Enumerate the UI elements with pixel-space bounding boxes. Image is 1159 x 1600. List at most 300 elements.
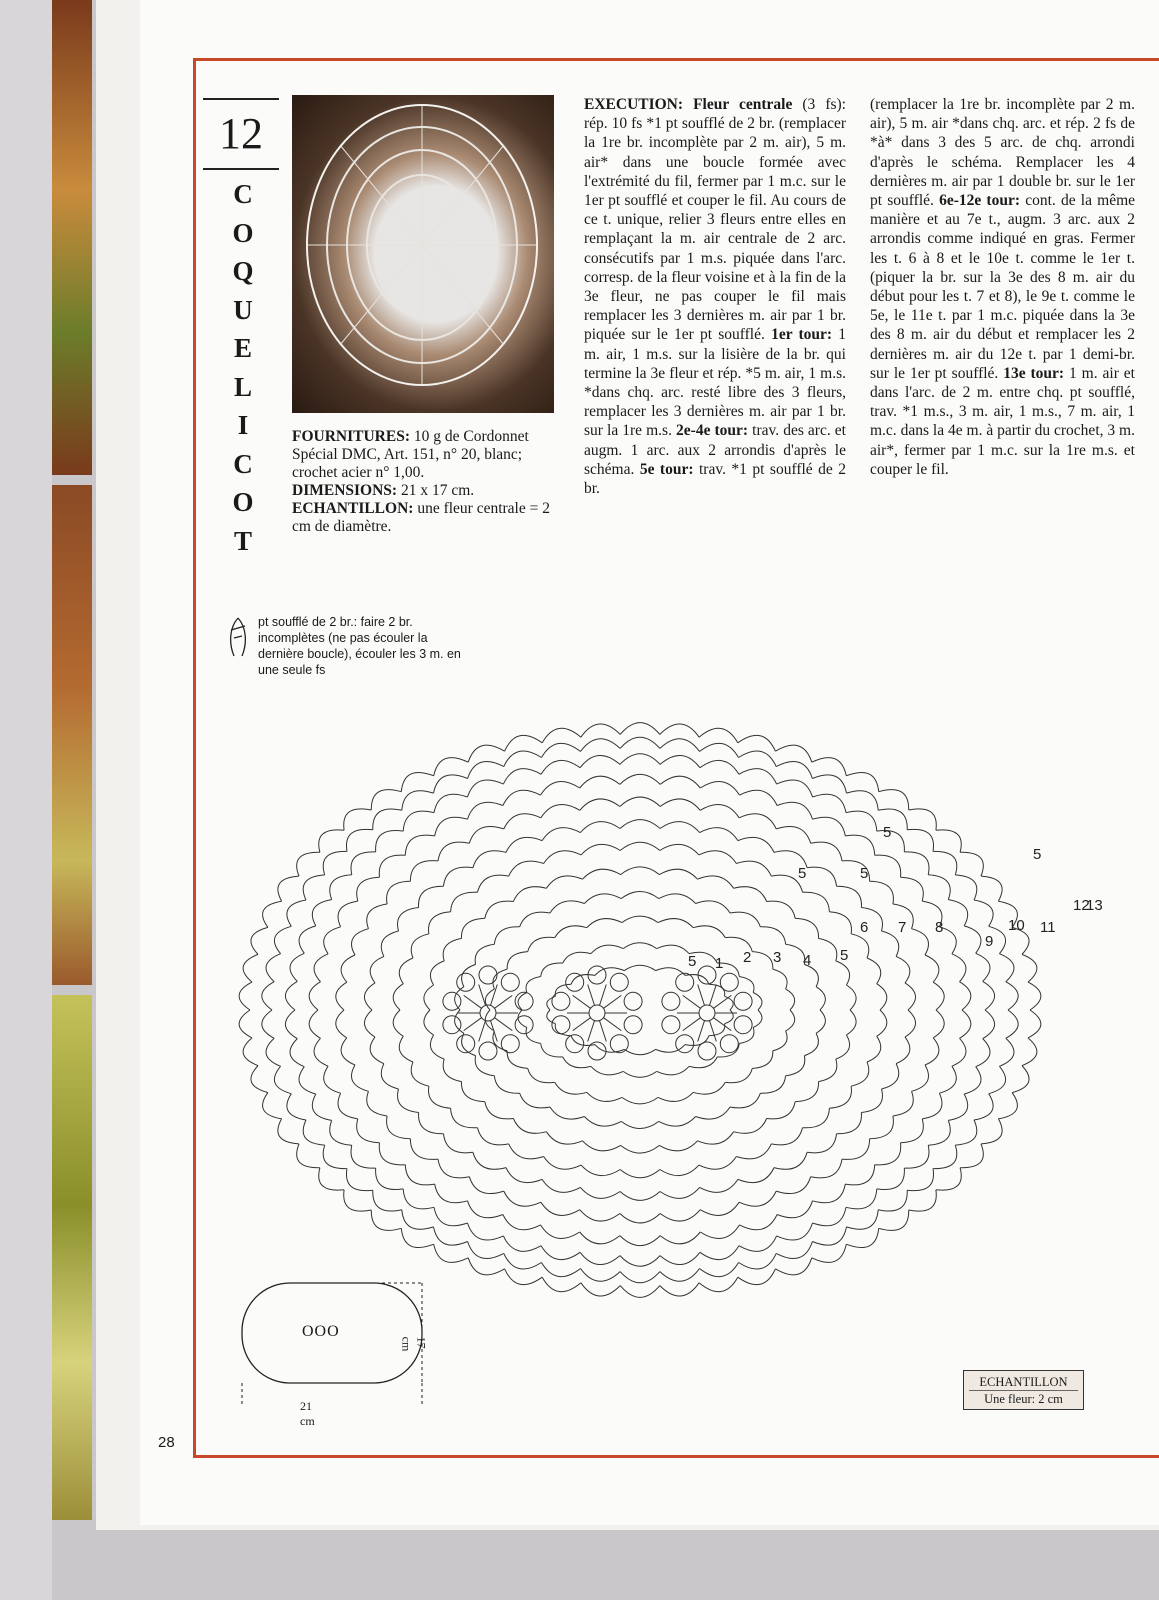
chart-arc xyxy=(882,931,899,956)
chart-arc xyxy=(312,1094,331,1120)
chart-arc xyxy=(1006,982,1018,1010)
chart-arc xyxy=(775,1258,811,1275)
chart-arc xyxy=(387,1116,411,1139)
chart-arc xyxy=(877,984,887,1010)
chart-arc xyxy=(581,1283,620,1296)
chart-arc xyxy=(803,892,830,912)
chart-arc xyxy=(544,1157,582,1170)
chart-arc xyxy=(278,1119,299,1144)
flower-center xyxy=(699,1005,715,1021)
chart-arc xyxy=(541,1246,580,1260)
chart-arc xyxy=(803,1108,830,1128)
chart-arc xyxy=(1022,1038,1037,1066)
chart-arc xyxy=(693,926,725,938)
chart-arc xyxy=(948,1094,967,1120)
chart-arc xyxy=(344,1190,372,1211)
flower-petal xyxy=(600,1021,607,1042)
chart-arc xyxy=(461,1082,484,1102)
chart-arc xyxy=(658,919,693,928)
chart-arc xyxy=(905,1010,916,1037)
chart-arc xyxy=(819,938,837,961)
width-label: 21 cm xyxy=(300,1399,315,1428)
round-heading: 13e tour: xyxy=(1003,364,1065,382)
chart-arc xyxy=(505,1269,543,1285)
chart-arc xyxy=(776,1242,812,1259)
chart-arc xyxy=(621,867,660,875)
chart-arc xyxy=(424,985,434,1010)
chart-arc xyxy=(506,1168,542,1183)
chart-arc xyxy=(657,945,689,953)
flower-petal xyxy=(464,995,482,1008)
chart-arc xyxy=(528,937,555,951)
chart-arc xyxy=(738,735,776,751)
chart-arc xyxy=(504,814,541,829)
chart-arc xyxy=(867,958,881,984)
chart-arc xyxy=(478,1128,509,1145)
chart-arc xyxy=(435,817,468,836)
instruction-text: cont. de la même manière et au 7e t., augm. 3 arc. aux 2 arrondis comme indiqué en gras. Fermer les t. 6 à 8 et le 10e t. comme le 1er t. (piquer la br. sur la 3e des 8 m. air du début pour les t. 7 et 8), le 9e t. comme le 5e, le 11e t. par 1 m.c. piquée dans la 3e des 8 m. air du début et remplacer les 2 dernières m. air du 12e t. par 1 demi-br. sur le 1er pt soufflé. xyxy=(870,192,1136,382)
chart-arc xyxy=(736,1144,771,1159)
chart-arc xyxy=(434,1207,468,1225)
chart-arc xyxy=(738,1168,774,1183)
chart-arc xyxy=(736,861,771,876)
chart-arc xyxy=(323,1145,347,1169)
chart-arc xyxy=(660,1210,700,1221)
chart-arc xyxy=(330,875,352,900)
chart-arc xyxy=(581,844,620,854)
chart-arc xyxy=(379,855,405,877)
chart-arc xyxy=(658,1092,693,1101)
chart-arc xyxy=(620,797,660,806)
chart-arc xyxy=(879,1210,909,1230)
chart-arc xyxy=(867,1036,881,1062)
chart-arc xyxy=(336,1010,347,1038)
chart-arc xyxy=(595,968,624,976)
chart-arc xyxy=(740,790,778,805)
chart-arc xyxy=(786,944,805,964)
chart-arc xyxy=(468,745,504,762)
chart-arc xyxy=(933,851,957,875)
chart-arc xyxy=(324,927,341,954)
chart-arc xyxy=(700,743,739,757)
chart-arc xyxy=(438,842,469,861)
chart-arc xyxy=(297,852,320,876)
flower-petal xyxy=(714,1018,732,1031)
chart-arc xyxy=(811,1159,842,1178)
chart-arc xyxy=(689,1057,717,1068)
chart-arc xyxy=(528,1068,555,1082)
chart-arc xyxy=(494,1076,519,1093)
chart-arc xyxy=(475,1056,494,1076)
flower-petal xyxy=(600,985,607,1006)
chart-arc xyxy=(434,1244,469,1262)
chart-arc xyxy=(621,892,659,899)
chart-arc xyxy=(660,1283,699,1296)
chart-arc xyxy=(473,1152,506,1169)
chart-arc xyxy=(960,982,971,1010)
chart-arc xyxy=(451,892,478,912)
flower-loop xyxy=(610,973,628,991)
fournitures-label: FOURNITURES: xyxy=(292,428,410,445)
facing-page-photo-strip xyxy=(52,485,92,985)
chart-arc xyxy=(485,1102,514,1119)
chart-arc xyxy=(624,1049,655,1054)
chart-arc xyxy=(709,984,725,996)
chart-arc xyxy=(786,989,795,1010)
chart-arc xyxy=(773,969,787,989)
chart-arc xyxy=(837,886,862,907)
chart-arc xyxy=(699,1157,737,1170)
chart-arc xyxy=(285,981,297,1010)
chart-arc xyxy=(928,1120,950,1145)
chart-arc xyxy=(807,1134,836,1153)
title-letter: O xyxy=(232,487,254,517)
chart-arc xyxy=(620,737,660,748)
chart-arc xyxy=(587,1092,622,1101)
chart-arc xyxy=(430,1035,444,1059)
chart-arc xyxy=(580,776,620,788)
chart-arc xyxy=(410,1139,438,1160)
chart-arc xyxy=(518,1010,527,1028)
chart-arc xyxy=(544,851,582,864)
flower-petal xyxy=(491,1021,498,1042)
round-number-label: 5 xyxy=(883,824,892,841)
chart-arc xyxy=(912,1065,929,1091)
chart-arc xyxy=(541,760,580,774)
chart-arc xyxy=(760,1076,785,1093)
round-number-label: 3 xyxy=(773,949,782,966)
chart-arc xyxy=(419,886,444,907)
chart-arc xyxy=(351,1145,376,1168)
flower-petal xyxy=(683,1018,701,1031)
echantillon-label: ECHANTILLON: xyxy=(292,500,414,517)
chart-arc xyxy=(999,954,1014,982)
chart-arc xyxy=(660,1252,700,1264)
chart-arc xyxy=(621,1121,659,1128)
chart-arc xyxy=(685,975,709,985)
chart-arc xyxy=(401,1228,433,1247)
chart-arc xyxy=(777,780,813,797)
chart-arc xyxy=(309,982,320,1010)
chart-arc xyxy=(795,1082,818,1102)
chart-arc xyxy=(933,1010,944,1038)
chart-arc xyxy=(904,1145,929,1168)
chart-arc xyxy=(811,842,842,861)
chart-arc xyxy=(776,762,812,779)
crochet-chart-diagram xyxy=(200,610,1155,1310)
chart-arc xyxy=(581,1165,620,1175)
chart-arc xyxy=(398,908,419,932)
flower-loop xyxy=(676,973,694,991)
chart-arc xyxy=(819,1059,837,1082)
chart-arc xyxy=(620,723,660,735)
round-heading: 6e-12e tour: xyxy=(939,192,1021,210)
flower-petal xyxy=(710,1021,717,1042)
flower-loop xyxy=(624,1016,642,1034)
chart-arc xyxy=(893,1091,913,1116)
chart-arc xyxy=(399,958,413,984)
round-number-label: 5 xyxy=(688,953,697,970)
chart-arc xyxy=(786,1056,805,1076)
chart-arc xyxy=(700,1246,739,1260)
chart-arc xyxy=(842,1139,870,1160)
flower-loop xyxy=(501,1035,519,1053)
chart-arc xyxy=(620,1170,660,1178)
flower-petal xyxy=(588,985,595,1006)
chart-arc xyxy=(373,809,402,830)
flower-loop xyxy=(479,1042,497,1060)
chart-arc xyxy=(520,1093,550,1108)
chart-arc xyxy=(357,877,380,901)
chart-arc xyxy=(429,912,451,934)
chart-arc xyxy=(739,1028,754,1044)
chart-arc xyxy=(964,1067,981,1094)
chart-arc xyxy=(1012,1066,1029,1093)
chart-arc xyxy=(909,809,937,830)
chart-arc xyxy=(656,1045,685,1053)
legend-text: pt soufflé de 2 br.: faire 2 br. incomplètes (ne pas écouler la dernière boucle), écouler les 3 m. en une seule fs xyxy=(258,615,461,677)
chart-arc xyxy=(846,772,878,791)
chart-arc xyxy=(591,945,623,953)
flower-loop xyxy=(662,992,680,1010)
chart-arc xyxy=(468,1223,504,1240)
chart-arc xyxy=(752,952,773,970)
instructions-column-1 xyxy=(584,95,846,498)
chart-arc xyxy=(812,1244,847,1262)
chart-arc xyxy=(685,1036,709,1046)
chart-arc xyxy=(620,1272,660,1283)
chart-arc xyxy=(845,1165,874,1185)
chart-arc xyxy=(584,1117,621,1127)
chart-arc xyxy=(352,1065,369,1091)
chart-arc xyxy=(468,802,503,819)
chart-arc xyxy=(846,1010,856,1035)
chart-arc xyxy=(262,1010,274,1038)
chart-arc xyxy=(925,1038,939,1065)
chart-arc xyxy=(550,901,584,913)
chart-arc xyxy=(541,1225,580,1239)
chart-arc xyxy=(262,982,274,1010)
chart-arc xyxy=(367,1091,387,1116)
chart-arc xyxy=(620,842,660,850)
chart-arc xyxy=(1022,954,1037,982)
chart-arc xyxy=(847,791,879,811)
chart-arc xyxy=(478,875,509,892)
title-letter: L xyxy=(233,371,252,402)
chart-arc xyxy=(812,1227,846,1245)
flower-loop xyxy=(457,973,475,991)
chart-arc xyxy=(434,758,469,776)
chart-arc xyxy=(429,1086,451,1108)
chart-arc xyxy=(503,1215,541,1230)
chart-arc xyxy=(870,881,894,904)
chart-arc xyxy=(324,1066,341,1093)
chart-arc xyxy=(700,760,739,774)
execution-heading: EXECUTION: Fleur centrale xyxy=(584,96,793,113)
chart-arc xyxy=(381,1064,398,1089)
chart-arc xyxy=(901,877,924,901)
chart-arc xyxy=(623,943,657,949)
chart-arc xyxy=(836,1035,850,1059)
chart-arc xyxy=(444,867,473,886)
chart-arc xyxy=(580,1187,620,1198)
chart-arc xyxy=(278,876,299,901)
chart-arc xyxy=(776,826,811,843)
chart-arc xyxy=(438,1159,469,1178)
chart-arc xyxy=(909,1190,937,1211)
chart-arc xyxy=(309,1010,320,1038)
instruction-text: 1 m. air, 1 m.s. sur la lisière de la br. qui termine la 3e fleur et rép. *5 m. air, 1 m.s. *dans chq. arc. resté libre des 3 fleurs, remplacer les 3 dernières m. air par 1 br. sur la 1re m.s. xyxy=(584,326,846,440)
flower-petal xyxy=(573,995,591,1008)
chart-arc xyxy=(699,728,738,743)
chart-arc xyxy=(403,811,434,831)
chart-arc xyxy=(509,861,544,876)
chart-arc xyxy=(411,934,429,958)
chart-arc xyxy=(297,1144,320,1168)
flower-loop xyxy=(734,1016,752,1034)
sample-box-title: ECHANTILLON xyxy=(969,1374,1078,1391)
chart-arc xyxy=(622,1097,658,1104)
flower-petal xyxy=(710,985,717,1006)
flower-loop xyxy=(720,1035,738,1053)
chart-arc xyxy=(767,901,796,918)
round-number-label: 1 xyxy=(715,955,724,972)
chart-arc xyxy=(700,828,738,841)
pattern-number-block xyxy=(203,98,279,170)
chart-arc xyxy=(513,887,546,902)
chart-arc xyxy=(739,769,777,784)
chart-arc xyxy=(541,1044,563,1057)
chart-arc xyxy=(336,982,347,1010)
chart-arc xyxy=(660,724,699,737)
flower-loop xyxy=(698,1042,716,1060)
chart-arc xyxy=(983,981,995,1010)
round-number-label: 10 xyxy=(1008,917,1025,934)
echantillon-text: une fleur centrale = 2 cm de diamètre. xyxy=(292,500,550,535)
chart-arc xyxy=(398,1089,419,1113)
chart-arc xyxy=(836,961,850,985)
chart-arc xyxy=(403,1189,434,1209)
round-number-label: 6 xyxy=(860,919,869,936)
chart-arc xyxy=(777,1223,813,1240)
chart-arc xyxy=(659,869,697,879)
chart-arc xyxy=(699,1277,738,1292)
chart-arc xyxy=(896,956,910,983)
chart-arc xyxy=(922,1093,942,1119)
doily-photo xyxy=(292,95,554,413)
title-letter: T xyxy=(233,525,252,556)
chart-arc xyxy=(503,1236,541,1251)
chart-arc xyxy=(290,953,304,981)
chart-arc xyxy=(251,927,268,954)
chart-arc xyxy=(878,1190,907,1211)
chart-arc xyxy=(1028,982,1041,1010)
chart-arc xyxy=(976,953,990,981)
chart-arc xyxy=(952,954,966,982)
chart-arc xyxy=(468,1242,504,1259)
chart-arc xyxy=(547,1010,556,1024)
dimensions-text: 21 x 17 cm. xyxy=(397,482,475,499)
chart-arc xyxy=(303,1120,325,1145)
flower-loop xyxy=(734,992,752,1010)
chart-arc xyxy=(730,1093,760,1108)
chart-arc xyxy=(434,775,468,793)
chart-arc xyxy=(998,1093,1017,1119)
flower-center xyxy=(589,1005,605,1021)
chart-arc xyxy=(402,1210,434,1230)
chart-arc xyxy=(660,739,700,752)
chart-arc xyxy=(936,1168,961,1190)
chart-arc xyxy=(473,851,506,868)
chart-arc xyxy=(263,901,282,927)
chart-arc xyxy=(303,875,325,900)
flower-petal xyxy=(698,985,705,1006)
chart-arc xyxy=(371,1210,401,1230)
chart-arc xyxy=(387,881,411,904)
flower-loop xyxy=(676,1035,694,1053)
chart-arc xyxy=(660,1187,700,1198)
round-number-label: 8 xyxy=(935,919,944,936)
chart-arc xyxy=(434,1227,468,1245)
chart-arc xyxy=(581,724,620,737)
height-label: 17 cm xyxy=(399,1336,429,1352)
chart-arc xyxy=(451,1108,478,1128)
chart-arc xyxy=(933,1145,957,1169)
chart-arc xyxy=(813,817,846,836)
chart-arc xyxy=(319,1168,344,1190)
fournitures-text: 10 g de Cordonnet Spécial DMC, Art. 151, n° 20, blanc; crochet acier n° 1,00. xyxy=(292,428,529,481)
chart-arc xyxy=(776,1177,811,1194)
chart-arc xyxy=(700,1202,739,1215)
round-number-label: 5 xyxy=(840,947,849,964)
chart-arc xyxy=(700,1179,738,1192)
chart-arc xyxy=(974,1094,993,1120)
chart-arc xyxy=(767,1102,796,1119)
chart-arc xyxy=(620,1192,660,1201)
chart-arc xyxy=(504,1191,541,1206)
chart-arc xyxy=(620,1256,660,1267)
chart-arc xyxy=(274,926,291,953)
flower-loop xyxy=(662,1016,680,1034)
chart-arc xyxy=(621,1145,660,1153)
chart-arc xyxy=(698,1132,734,1144)
chart-arc xyxy=(620,774,660,784)
chart-arc xyxy=(546,1132,582,1144)
chart-arc xyxy=(443,938,461,961)
chart-arc xyxy=(960,852,983,876)
chart-arc xyxy=(901,1119,924,1143)
chart-arc xyxy=(725,1010,734,1024)
chart-arc xyxy=(696,901,730,913)
chart-arc xyxy=(370,1037,384,1064)
chart-arc xyxy=(983,1010,995,1039)
chart-arc xyxy=(299,1067,316,1094)
chart-arc xyxy=(905,983,916,1010)
chart-arc xyxy=(410,861,438,882)
sample-box-text: Une fleur: 2 cm xyxy=(984,1392,1063,1406)
chart-arc xyxy=(752,1051,773,1069)
chart-arc xyxy=(547,996,556,1010)
chart-arc xyxy=(379,1143,405,1165)
chart-arc xyxy=(393,1010,403,1036)
chart-arc xyxy=(376,1168,404,1189)
chart-arc xyxy=(504,751,542,767)
flower-petal xyxy=(464,1018,482,1031)
chart-arc xyxy=(580,1210,620,1221)
flower-loop xyxy=(610,1035,628,1053)
chart-arc xyxy=(660,1269,700,1282)
chart-arc xyxy=(393,984,403,1010)
